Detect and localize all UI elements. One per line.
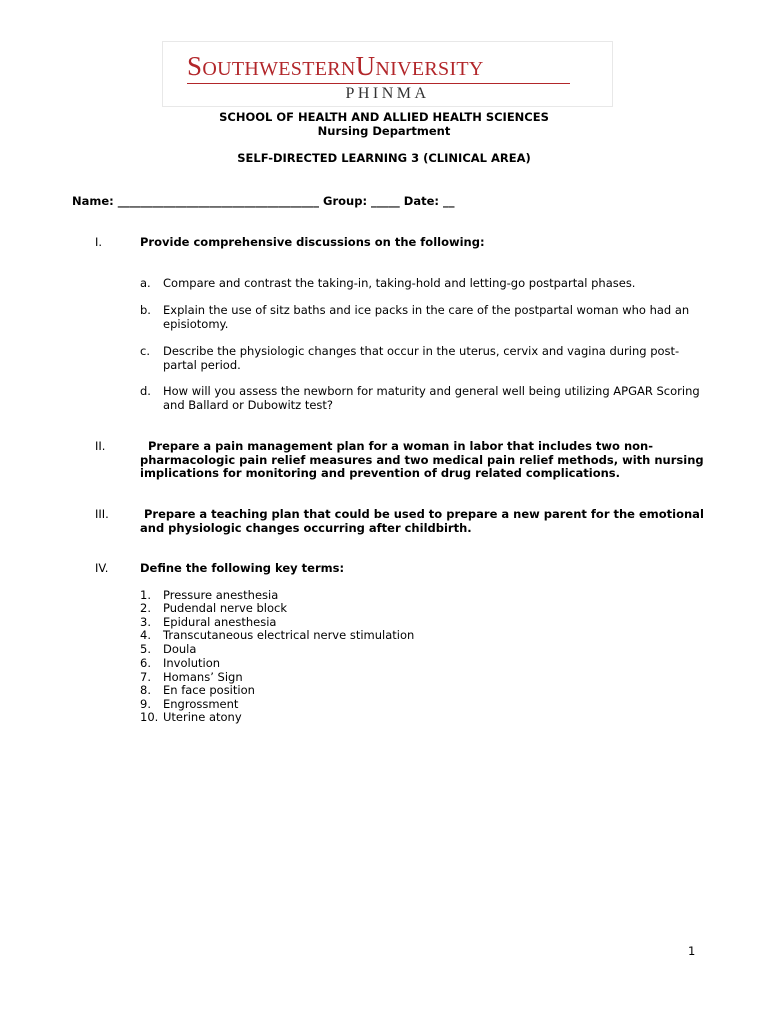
item-letter: d. (140, 384, 151, 398)
term-text: Transcutaneous electrical nerve stimulation (163, 628, 415, 642)
logo-subtitle: PHINMA (345, 85, 430, 102)
term-number: 5. (140, 642, 151, 656)
term-number: 7. (140, 670, 151, 684)
term-text: Pressure anesthesia (163, 588, 279, 602)
term-number: 4. (140, 628, 151, 642)
term-text: Homans’ Sign (163, 670, 243, 684)
term-number: 6. (140, 656, 151, 670)
item-letter: a. (140, 276, 151, 290)
section-heading: Prepare a pain management plan for a woman in labor that includes two non-pharmacologic pain relief measures and two medical pain relief methods, with nursing implications for monitoring and prevention of drug related complications. (140, 439, 704, 480)
item-text: Describe the physiologic changes that occur in the uterus, cervix and vagina during post-partal period. (163, 344, 680, 372)
term-text: Doula (163, 642, 197, 656)
term-number: 3. (140, 615, 151, 629)
item-letter: b. (140, 303, 151, 317)
department-name: Nursing Department (317, 124, 451, 138)
term-text: Epidural anesthesia (163, 615, 277, 629)
section-numeral: III. (95, 507, 109, 521)
section-heading: Prepare a teaching plan that could be used to prepare a new parent for the emotional and physiologic changes occurring after childbirth. (140, 507, 704, 535)
logo-wordmark: SOUTHWESTERNUNIVERSITY (187, 51, 484, 81)
section-heading: Define the following key terms: (140, 561, 345, 575)
term-text: En face position (163, 683, 255, 697)
university-logo (162, 41, 613, 107)
logo-divider (187, 83, 570, 84)
term-number: 2. (140, 601, 151, 615)
item-text: Explain the use of sitz baths and ice packs in the care of the postpartal woman who had an episiotomy. (163, 303, 690, 331)
term-number: 9. (140, 697, 151, 711)
term-text: Engrossment (163, 697, 239, 711)
section-heading: Provide comprehensive discussions on the following: (140, 235, 485, 249)
term-number: 10. (140, 710, 159, 724)
item-text: Compare and contrast the taking-in, taking-hold and letting-go postpartal phases. (163, 276, 636, 290)
item-text: How will you assess the newborn for maturity and general well being utilizing APGAR Scoring and Ballard or Dubowitz test? (163, 384, 700, 412)
item-letter: c. (140, 344, 150, 358)
name-group-date-line: Name: ___________________________________ Group: _____ Date: __ (72, 194, 455, 208)
page-number: 1 (688, 944, 696, 958)
term-text: Involution (163, 656, 221, 670)
term-number: 8. (140, 683, 151, 697)
term-text: Pudendal nerve block (163, 601, 288, 615)
document-title: SELF-DIRECTED LEARNING 3 (CLINICAL AREA) (237, 151, 531, 165)
term-number: 1. (140, 588, 151, 602)
section-numeral: II. (95, 439, 106, 453)
section-numeral: I. (95, 235, 103, 249)
section-numeral: IV. (95, 561, 109, 575)
term-text: Uterine atony (163, 710, 242, 724)
school-name: SCHOOL OF HEALTH AND ALLIED HEALTH SCIENCES (219, 110, 549, 124)
